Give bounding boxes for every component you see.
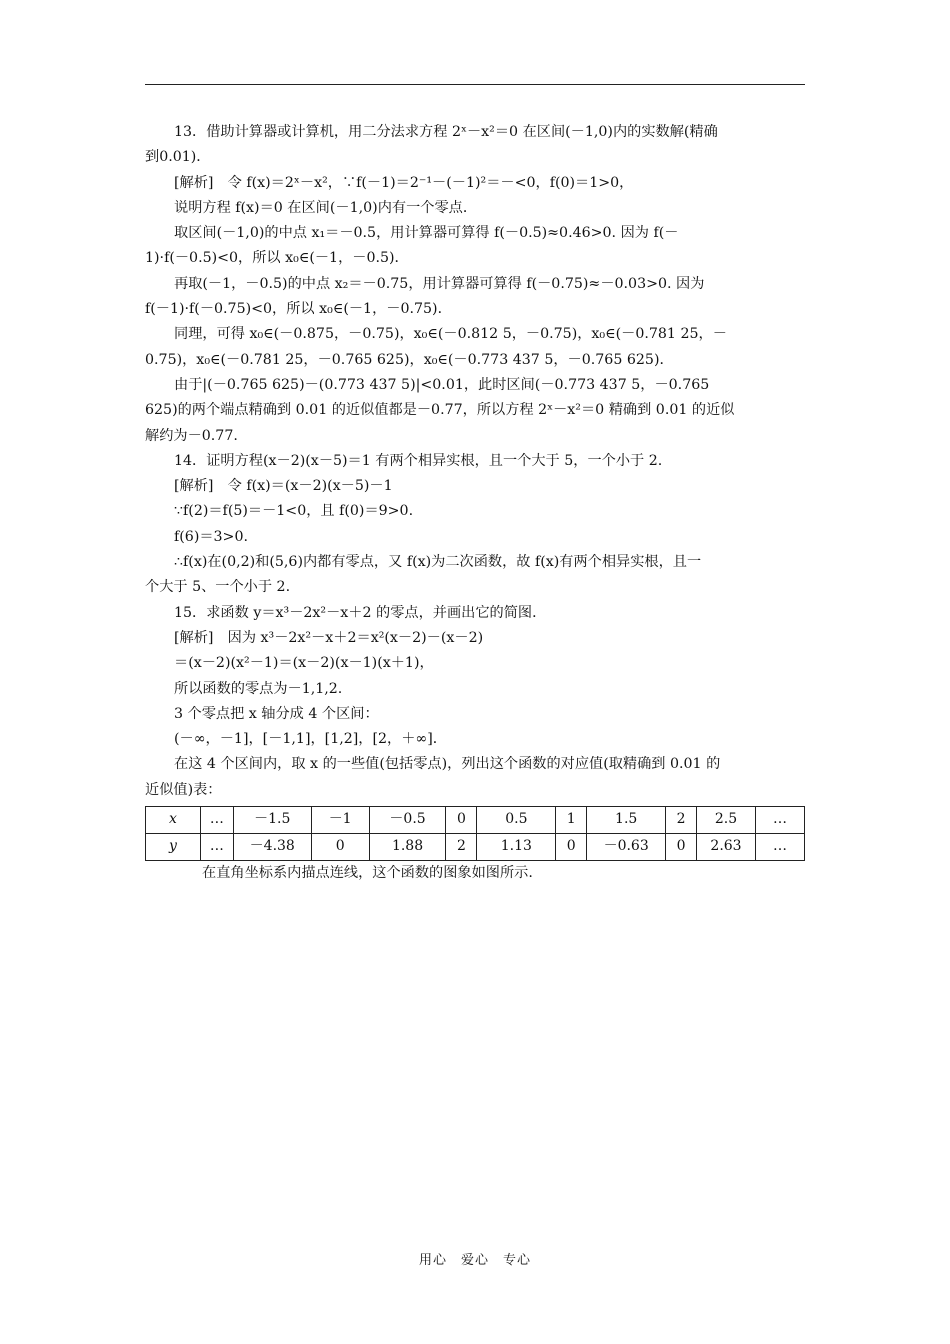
table-cell: －4.38 [233,834,311,861]
text-line: 个大于 5、一个小于 2. [145,579,291,596]
table-cell: 2.63 [697,834,756,861]
table-cell: －0.5 [369,807,446,834]
table-cell: 1.13 [477,834,556,861]
text-line: 13．借助计算器或计算机，用二分法求方程 2ˣ－x²＝0 在区间(－1,0)内的实数解(精确 [174,124,718,140]
text-line: 所以函数的零点为－1,1,2. [174,680,343,697]
text-line: 同理，可得 x₀∈(－0.875，－0.75)，x₀∈(－0.812 5，－0.75)，x₀∈(－0.781 25，－ [174,326,727,343]
table-cell: … [755,834,804,861]
table-row [146,807,805,834]
table-cell: 1.5 [587,807,666,834]
text-line: ＝(x－2)(x²－1)＝(x－2)(x－1)(x＋1)， [174,655,434,672]
document-body [145,120,805,886]
table-row-header: x [146,807,201,834]
page-footer: 用心 爱心 专心 [418,1253,531,1268]
text-line: 3 个零点把 x 轴分成 4 个区间： [174,705,379,722]
table-cell: 2 [666,807,697,834]
text-line: ∴f(x)在(0,2)和(5,6)内都有零点，又 f(x)为二次函数，故 f(x)有两个相异实根，且一 [174,554,702,571]
text-line: 再取(－1，－0.5)的中点 x₂＝－0.75，用计算器可算得 f(－0.75)≈－0.03>0. 因为 [174,275,705,292]
text-line: 1)·f(－0.5)<0，所以 x₀∈(－1，－0.5)． [145,250,409,267]
table-cell: 0 [556,834,587,861]
table-cell: … [200,807,233,834]
text-line: 15．求函数 y＝x³－2x²－x＋2 的零点，并画出它的简图． [174,604,547,621]
table-cell: 0 [311,834,369,861]
table-cell: －0.63 [587,834,666,861]
table-cell: 0.5 [477,807,556,834]
text-line: 到0.01)． [145,149,211,166]
text-line: [解析] 因为 x³－2x²－x＋2＝x²(x－2)－(x－2) [174,629,484,646]
table-cell: －1 [311,807,369,834]
table-cell: 0 [446,807,477,834]
text-line: 由于|(－0.765 625)－(0.773 437 5)|<0.01，此时区间(－0.773 437 5，－0.765 [174,376,710,393]
table-cell: －1.5 [233,807,311,834]
text-line: 解约为－0.77. [145,427,238,444]
table-row-header: y [146,834,201,861]
text-line: 近似值)表： [145,781,222,798]
table-row [146,834,805,861]
table-cell: 1.88 [369,834,446,861]
text-line: (－∞，－1]，[－1,1]，[1,2]，[2，＋∞]． [174,731,447,748]
table-cell: … [755,807,804,834]
text-line: 说明方程 f(x)＝0 在区间(－1,0)内有一个零点． [174,199,478,216]
table-cell: 2.5 [697,807,756,834]
text-line: 取区间(－1,0)的中点 x₁＝－0.5，用计算器可算得 f(－0.5)≈0.46>0. 因为 f(－ [174,225,679,242]
table-cell: 2 [446,834,477,861]
text-line: 0.75)，x₀∈(－0.781 25，－0.765 625)，x₀∈(－0.773 437 5，－0.765 625)． [145,351,674,368]
table-caption-sentence: 在直角坐标系内描点连线，这个函数的图象如图所示. [202,865,533,882]
text-line: [解析] 令 f(x)＝(x－2)(x－5)－1 [174,478,393,495]
text-line: f(6)＝3>0. [174,528,248,545]
paragraph-list [145,120,805,803]
table-cell: 0 [666,834,697,861]
text-line: f(－1)·f(－0.75)<0，所以 x₀∈(－1，－0.75)． [145,301,452,318]
text-line: ∵f(2)＝f(5)＝－1<0，且 f(0)＝9>0. [174,503,414,520]
table-cell: … [200,834,233,861]
text-line: 14．证明方程(x－2)(x－5)＝1 有两个相异实根，且一个大于 5，一个小于 2. [174,452,663,469]
text-line: 在这 4 个区间内，取 x 的一些值(包括零点)，列出这个函数的对应值(取精确到 0.01 的 [174,756,721,773]
text-line: 625)的两个端点精确到 0.01 的近似值都是－0.77，所以方程 2ˣ－x²＝0 精确到 0.01 的近似 [145,402,735,419]
value-table [145,806,805,861]
table-cell: 1 [556,807,587,834]
header-rule [145,84,805,85]
text-line: [解析] 令 f(x)＝2ˣ－x²，∵f(－1)＝2⁻¹－(－1)²＝－<0，f(0)＝1>0， [174,174,634,191]
